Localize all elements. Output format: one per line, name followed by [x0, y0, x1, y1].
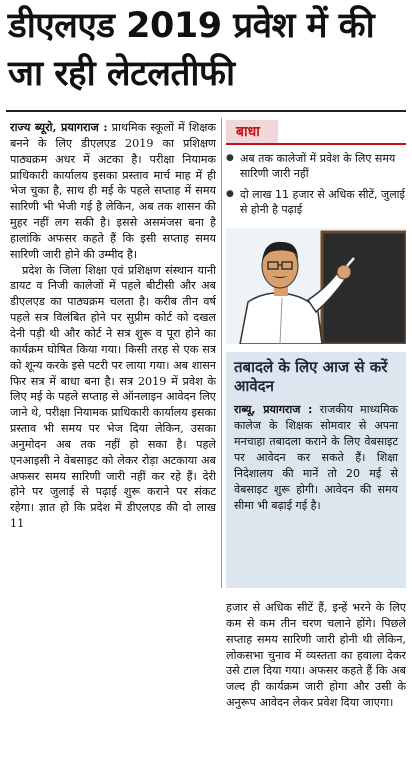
teacher-at-blackboard-illustration [226, 228, 406, 344]
sidebar-label-rule [226, 143, 406, 145]
sidebar-bullet-2: ● दो लाख 11 हजार से अधिक सीटें, जुलाई से होनी है पढ़ाई [226, 187, 406, 217]
headline: डीएलएड 2019 प्रवेश में की जा रही लेटलतीफी [8, 6, 375, 94]
box-title: तबादले के लिए आज से करें आवेदन [234, 358, 388, 395]
sidebar-bullets [226, 151, 406, 217]
article-p1-text: प्राथमिक स्कूलों में शिक्षक बनने के लिए डीएलएड 2019 का प्रशिक्षण पाठ्यक्रम अधर में अटका है। परीक्षा नियामक प्राधिकारी कार्यालय इसका प्रस्ताव मार्च माह में ही भेज चुका है, साथ ही मई के पहले सप्ताह में समय सारिणी भी भेजी गई है लेकिन, अब तक शासन की मुहर नहीं लग सकी है। इससे असमंजस बना है हालांकि अफसर कहते हैं कि इसी सप्ताह समय सारिणी जारी होने की उम्मीद है। [10, 121, 216, 261]
article-paragraph-2: प्रदेश के जिला शिक्षा एवं प्रशिक्षण संस्थान यानी डायट व निजी कालेजों में पहले बीटीसी और अब डीएलएड का पाठ्यक्रम चलता है। करीब तीन वर्ष पहले सत्र विलंबित होने पर सुप्रीम कोर्ट को दखल देनी पड़ी थी और कोर्ट ने सत्र शुरू व पूरा होने का कार्यक्रम घोषित किया गया। किसी तरह से एक सत्र को शून्य करके इसे पटरी पर लाया गया। अब शासन फिर सत्र में बाधा बना है। सत्र 2019 में प्रवेश के लिए मई के पहले सप्ताह से ऑनलाइन आवेदन लिए जाने थे, परीक्षा नियामक प्राधिकारी कार्यालय इसका प्रस्ताव भी समय पर भेज दिया लेकिन, उसका अनुमोदन अब तक नहीं हो सका है। पहले एनआइसी ने वेबसाइट को लेकर रोड़ा अटकाया अब अफसर समय सारिणी जारी नहीं कर रहे हैं। देरी होने पर जुलाई से पढ़ाई शुरू कराने पर संकट रहेगा। ज्ञात हो कि प्रदेश में डीएलएड की दो लाख 11 [10, 263, 216, 531]
sidebar-label: बाधा [226, 120, 278, 143]
article-dateline: राज्य ब्यूरो, प्रयागराज : [10, 120, 108, 134]
column-divider [221, 118, 222, 588]
headline-rule [6, 110, 406, 112]
article-column-right [226, 600, 406, 755]
article-column-left [10, 120, 216, 755]
box-body-text: राजकीय माध्यमिक कालेज के शिक्षक सोमवार से अपना मनचाहा तबादला कराने के लिए वेबसाइट पर आवेदन कर सकते हैं। शिक्षा निदेशालय की मानें तो 20 मई से वेबसाइट शुरू होगी। आवेदन की समय सीमा भी बढ़ाई गई है। [234, 403, 399, 512]
box-body [226, 400, 406, 514]
article-paragraph-1 [10, 120, 216, 263]
sidebar-badha [226, 120, 406, 223]
article-paragraph-3: हजार से अधिक सीटें हैं, इन्हें भरने के लिए कम से कम तीन चरण चलाने होंगे। पिछले सप्ताह समय सारिणी जारी होनी थी लेकिन, लोकसभा चुनाव में व्यस्तता का हवाला देकर उसे टाल दिया गया। अफसर कहते हैं कि अब जल्द ही कार्यक्रम जारी होगा और उसी के अनुरूप आवेदन लेकर प्रवेश दिया जाएगा। [226, 601, 406, 710]
sidebar-bullet-1: ● अब तक कालेजों में प्रवेश के लिए समय सारिणी जारी नहीं [226, 151, 406, 181]
teacher-illustration-icon [226, 228, 406, 344]
box-dateline: राब्यू, प्रयागराज : [234, 403, 313, 416]
transfer-news-box [226, 352, 406, 588]
